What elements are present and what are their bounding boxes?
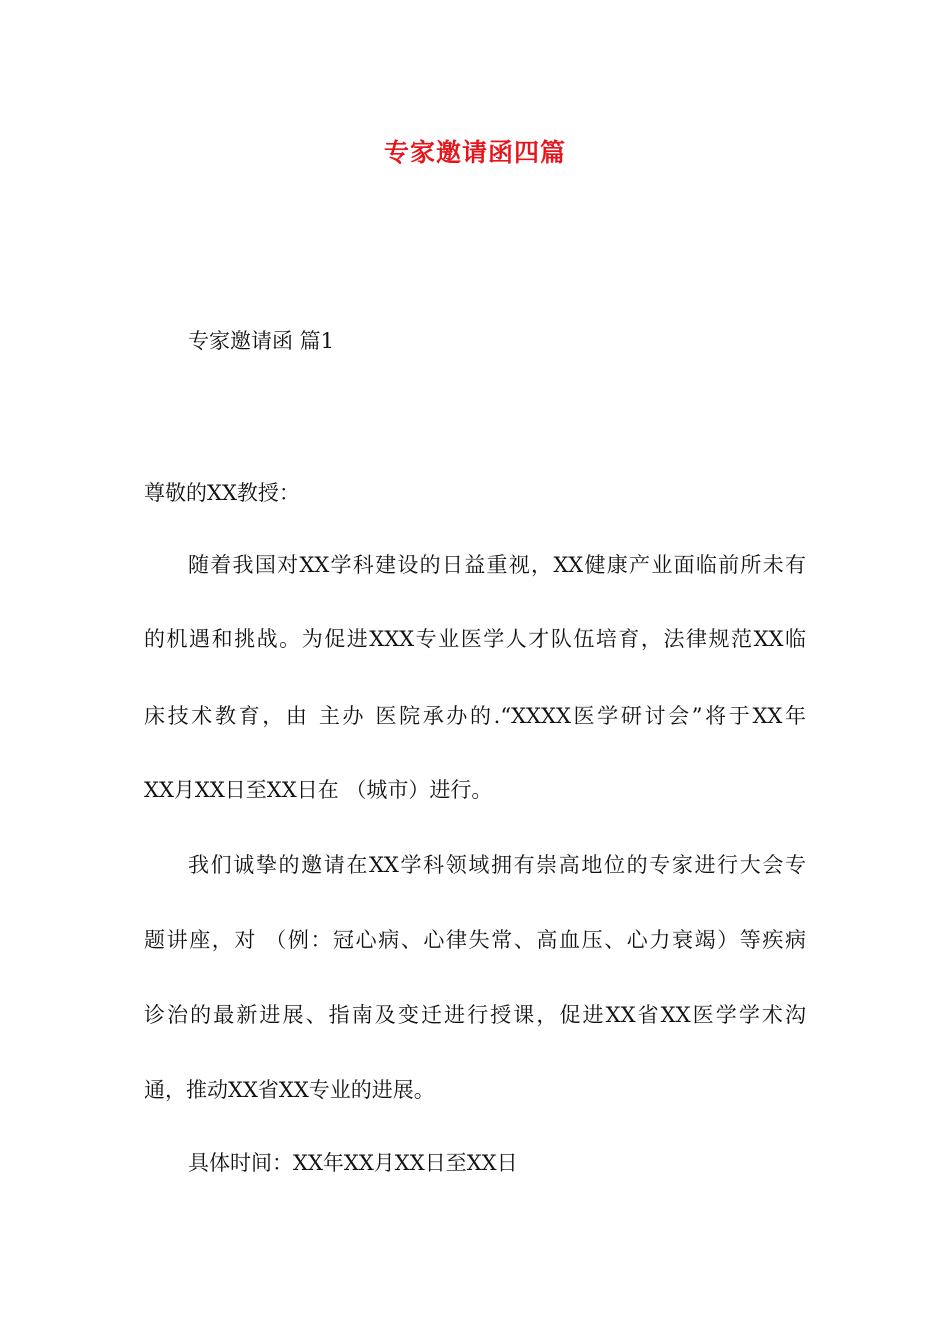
paragraph2-line3: 诊治的最新进展、指南及变迁进行授课，促进XX省XX医学学术沟 — [144, 1003, 806, 1027]
paragraph1-line2: 的机遇和挑战。为促进XXX专业医学人才队伍培育，法律规范XX临 — [144, 627, 806, 651]
paragraph2-line2: 题讲座，对 （例：冠心病、心律失常、高血压、心力衰竭）等疾病 — [144, 928, 806, 952]
document-title: 专家邀请函四篇 — [383, 138, 566, 167]
section-heading: 专家邀请函 篇1 — [188, 329, 335, 353]
schedule-line: 具体时间：XX年XX月XX日至XX日 — [188, 1151, 518, 1175]
paragraph2-line1: 我们诚挚的邀请在XX学科领域拥有崇高地位的专家进行大会专 — [188, 853, 806, 877]
paragraph1-line1: 随着我国对XX学科建设的日益重视，XX健康产业面临前所未有 — [188, 553, 806, 577]
paragraph1-line4: XX月XX日至XX日在 （城市）进行。 — [144, 778, 493, 802]
salutation: 尊敬的XX教授： — [144, 481, 300, 505]
paragraph1-line3: 床技术教育，由 主办 医院承办的.“XXXX医学研讨会”将于XX年 — [144, 704, 806, 728]
paragraph2-line4: 通，推动XX省XX专业的进展。 — [144, 1078, 435, 1102]
